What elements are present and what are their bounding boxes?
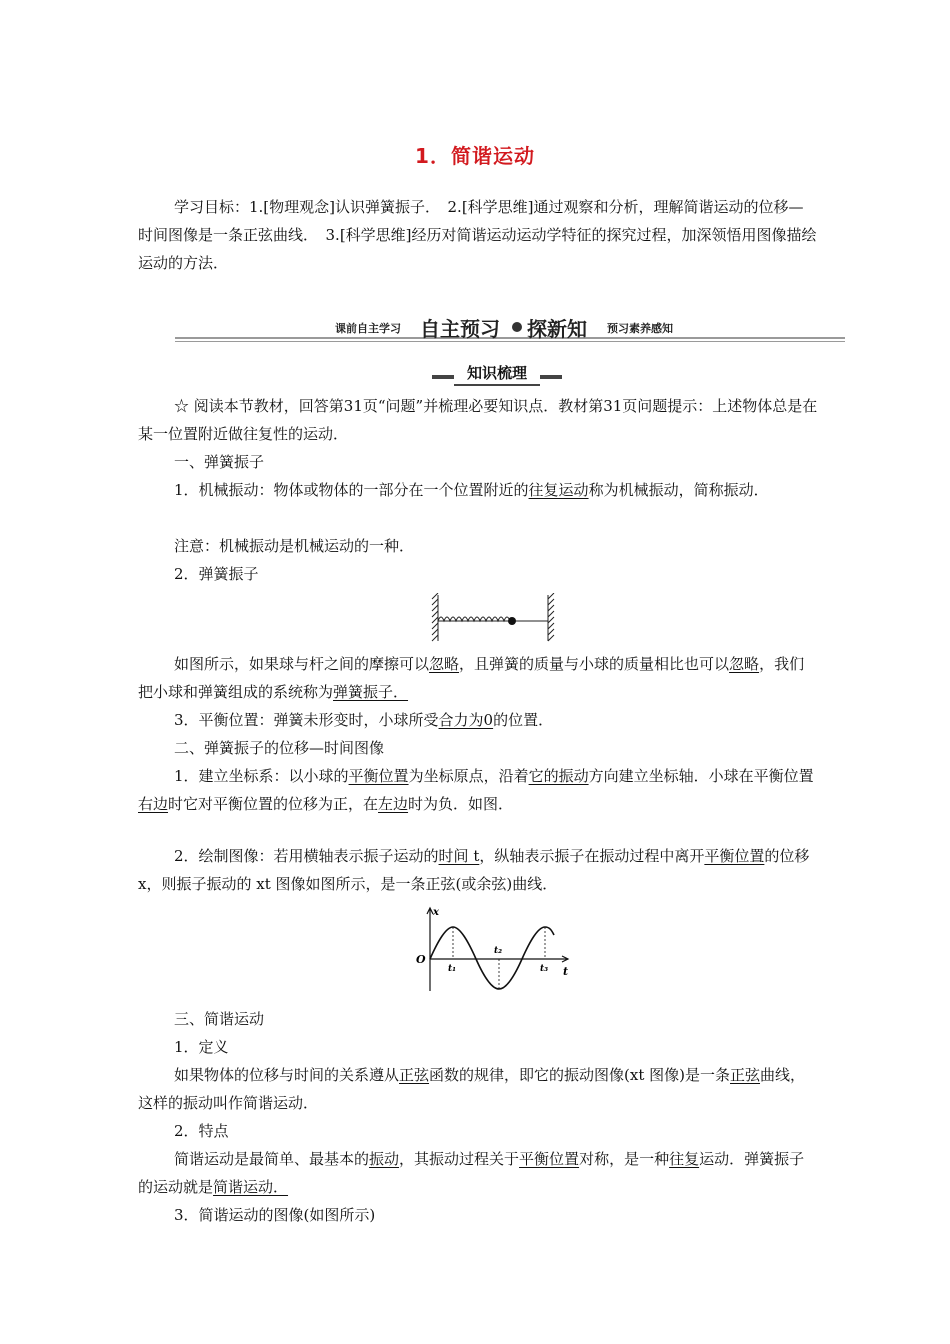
t3-label: t₃ xyxy=(540,964,549,974)
page-title: 1．简谐运动 xyxy=(415,144,535,168)
xt-graph xyxy=(408,903,578,995)
paragraph-definition-oscillator: 如图所示，如果球与杆之间的摩擦可以忽略，且弹簧的质量与小球的质量相比也可以忽略，我们把小球和弹簧组成的系统称为弹簧振子． xyxy=(138,655,805,701)
origin-label: O xyxy=(416,953,426,966)
label-left-bar xyxy=(432,375,454,379)
learning-objectives: 学习目标：1.[物理观念]认识弹簧振子． 2.[科学思维]通过观察和分析，理解简谐运动的位移—时间图像是一条正弦曲线． 3.[科学思维]经历对简谐运动运动学特征的探究过程，加深领悟用图像描绘运动的方法． xyxy=(138,198,817,272)
paragraph-spring-oscillator: 2．弹簧振子 xyxy=(174,565,259,583)
banner-left-label: 课前自主学习 xyxy=(335,322,401,335)
paragraph-definition-title: 1．定义 xyxy=(174,1038,229,1056)
paragraph-draw-graph: 2．绘制图像：若用横轴表示振子运动的时间 t，纵轴表示振子在振动过程中离开平衡位置的位移 x，则振子振动的 xt 图像如图所示，是一条正弦(或余弦)曲线． xyxy=(138,847,810,893)
paragraph-mechanical-vibration: 1．机械振动：物体或物体的一部分在一个位置附近的往复运动称为机械振动，简称振动． xyxy=(174,481,769,499)
banner-title-2: 探新知 xyxy=(527,317,587,341)
spring-oscillator-diagram xyxy=(430,593,560,643)
sine-curve xyxy=(430,927,554,989)
section-banner xyxy=(175,313,845,345)
banner-right-label: 预习素养感知 xyxy=(607,322,673,335)
banner-rule-thin xyxy=(175,341,845,342)
t1-label: t₁ xyxy=(448,964,457,974)
heading-spring-oscillator: 一、弹簧振子 xyxy=(174,453,265,471)
x-axis-label: t xyxy=(563,965,569,978)
paragraph-coordinate-system: 1．建立坐标系：以小球的平衡位置为坐标原点，沿着它的振动方向建立坐标轴．小球在平衡位置右边时它对平衡位置的位移为正，在左边时为负．如图． xyxy=(138,767,814,813)
label-right-bar xyxy=(540,375,562,379)
intro-paragraph: ☆ 阅读本节教材，回答第31页“问题”并梳理必要知识点．教材第31页问题提示：上述物体总是在某一位置附近做往复性的运动． xyxy=(138,397,818,443)
note-paragraph: 注意：机械振动是机械运动的一种． xyxy=(174,537,415,555)
banner-arrow-icon xyxy=(512,322,522,332)
paragraph-features-body: 简谐运动是最简单、最基本的振动，其振动过程关于平衡位置对称，是一种往复运动．弹簧振子的运动就是简谐运动． xyxy=(138,1150,805,1196)
y-axis-label: x xyxy=(433,907,439,918)
heading-simple-harmonic: 三、简谐运动 xyxy=(174,1010,265,1028)
banner-title-1: 自主预习 xyxy=(420,317,500,341)
section-label: 知识梳理 xyxy=(454,362,540,386)
paragraph-features-title: 2．特点 xyxy=(174,1122,229,1140)
section-label-box xyxy=(432,362,562,388)
banner-rule xyxy=(175,337,845,339)
paragraph-equilibrium: 3．平衡位置：弹簧未形变时，小球所受合力为0的位置． xyxy=(174,711,554,729)
heading-displacement-time: 二、弹簧振子的位移—时间图像 xyxy=(174,739,385,757)
paragraph-definition-body: 如果物体的位移与时间的关系遵从正弦函数的规律，即它的振动图像(xt 图像)是一条正弦曲线，这样的振动叫作简谐运动． xyxy=(138,1066,806,1112)
paragraph-graph-title: 3．简谐运动的图像(如图所示) xyxy=(174,1206,376,1224)
t2-label: t₂ xyxy=(494,946,503,956)
